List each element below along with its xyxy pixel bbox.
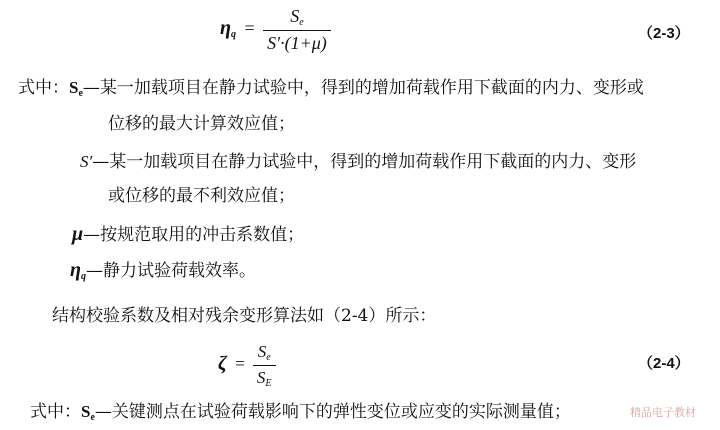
s-prime-symbol: S′ <box>80 152 93 171</box>
definition-se-2: 式中：$S_e—$关键测点在试验荷载影响下的弹性变位或应变的实际测量值； <box>30 402 571 423</box>
definition-mu: μ—按规范取用的冲击系数值； <box>72 223 305 245</box>
definition-se: 式中：$S_e—$某一加载项目在静力试验中，得到的增加荷载作用下截面的内力、变形或 <box>18 78 644 99</box>
equation-2-3 <box>220 6 331 54</box>
se-symbol-2: $S_e$ <box>81 402 95 423</box>
equation-2-4 <box>218 342 276 389</box>
definition-eta: $\eta_q—$静力试验荷载效率。 <box>70 259 256 282</box>
equation-number-2: （2-4） <box>638 355 690 372</box>
fraction-2 <box>253 342 276 389</box>
definition-s-prime: S′—某一加载项目在静力试验中，得到的增加荷载作用下截面的内力、变形 <box>80 152 637 172</box>
numerator-2: $S_e$ <box>253 342 276 366</box>
watermark: 精品电子教材 <box>630 407 696 419</box>
denominator: S′·(1+μ) <box>267 33 327 53</box>
eta-symbol: $\eta_q$ <box>220 17 236 41</box>
definition-s-prime-cont: 或位移的最不利效应值； <box>108 186 295 206</box>
se-symbol: $S_e$ <box>69 78 83 99</box>
intro-paragraph: 结构校验系数及相对残余变形算法如（2-4）所示： <box>52 306 437 326</box>
eta-symbol-def: $\eta_q$ <box>70 259 86 282</box>
definition-se-cont: 位移的最大计算效应值； <box>108 114 295 134</box>
numerator: $S_e$ <box>263 6 331 31</box>
equation-number: （2-3） <box>638 25 690 42</box>
fraction <box>263 6 331 54</box>
equals-sign: = <box>244 18 255 39</box>
zeta-symbol: ζ <box>218 352 227 375</box>
equals-sign-2: = <box>235 354 245 374</box>
denominator-2: $S_E$ <box>256 368 272 389</box>
mu-symbol: μ <box>72 223 84 245</box>
